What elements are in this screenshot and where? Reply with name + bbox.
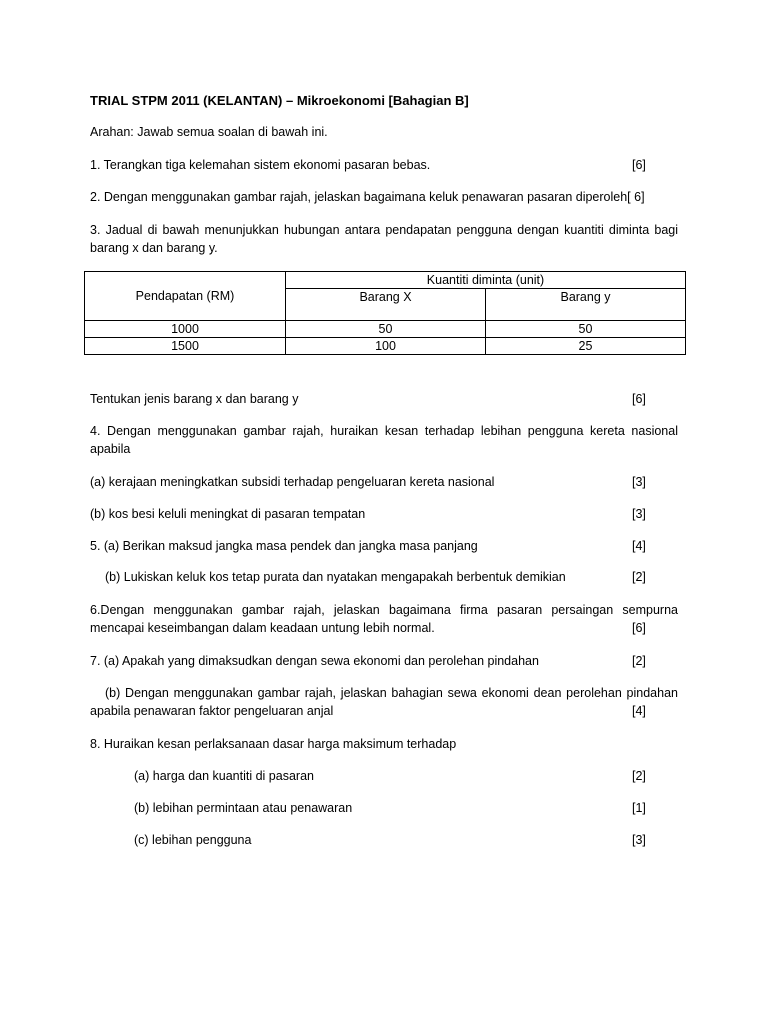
- cell-income: 1000: [85, 321, 286, 338]
- header-barang-x: Barang X: [286, 289, 486, 321]
- question-5a-text: 5. (a) Berikan maksud jangka masa pendek dan jangka masa panjang: [90, 539, 478, 553]
- table-row: [85, 321, 686, 338]
- question-4a-mark: [3]: [632, 475, 646, 489]
- question-5b-mark: [2]: [632, 570, 646, 584]
- question-8c-mark: [3]: [632, 833, 646, 847]
- question-7a-mark: [2]: [632, 654, 646, 668]
- question-7b-line-2: apabila penawaran faktor pengeluaran anjal: [90, 704, 334, 718]
- question-8-text: 8. Huraikan kesan perlaksanaan dasar harga maksimum terhadap: [90, 737, 457, 751]
- question-6-line-1: 6.Dengan menggunakan gambar rajah, jelaskan bagaimana firma pasaran persaingan sempurna: [90, 603, 678, 617]
- question-7a-text: 7. (a) Apakah yang dimaksudkan dengan sewa ekonomi dan perolehan pindahan: [90, 654, 539, 668]
- question-3-line-2: barang x dan barang y.: [90, 241, 218, 255]
- header-income: Pendapatan (RM): [85, 272, 286, 321]
- question-3-mark: [6]: [632, 392, 646, 406]
- question-4-text: [90, 422, 678, 458]
- cell-y: 50: [486, 321, 686, 338]
- question-8a-mark: [2]: [632, 769, 646, 783]
- question-7b-text: [90, 684, 678, 720]
- question-4-line-1: 4. Dengan menggunakan gambar rajah, huraikan kesan terhadap lebihan pengguna kereta nasional: [90, 424, 678, 438]
- question-7b-mark: [4]: [632, 704, 646, 718]
- question-5a-mark: [4]: [632, 539, 646, 553]
- question-6-text: [90, 601, 678, 637]
- question-1-mark: [6]: [632, 158, 646, 172]
- instruction-text: Arahan: Jawab semua soalan di bawah ini.: [90, 125, 328, 139]
- question-3-text: [90, 221, 678, 257]
- cell-y: 25: [486, 338, 686, 355]
- header-barang-y: Barang y: [486, 289, 686, 321]
- question-7b-line-1: (b) Dengan menggunakan gambar rajah, jelaskan bahagian sewa ekonomi dean perolehan pindahan: [105, 686, 678, 700]
- question-4b-mark: [3]: [632, 507, 646, 521]
- header-quantity-group: Kuantiti diminta (unit): [286, 272, 686, 289]
- question-2-text: 2. Dengan menggunakan gambar rajah, jelaskan bagaimana keluk penawaran pasaran diperoleh[ 6]: [90, 190, 645, 204]
- income-quantity-table: [84, 271, 686, 355]
- cell-income: 1500: [85, 338, 286, 355]
- question-6-mark: [6]: [632, 621, 646, 635]
- question-4-line-2: apabila: [90, 442, 131, 456]
- table-row: [85, 338, 686, 355]
- question-4b-text: (b) kos besi keluli meningkat di pasaran tempatan: [90, 507, 366, 521]
- question-8c-text: (c) lebihan pengguna: [134, 833, 252, 847]
- question-6-line-2: mencapai keseimbangan dalam keadaan untung lebih normal.: [90, 621, 435, 635]
- question-8a-text: (a) harga dan kuantiti di pasaran: [134, 769, 314, 783]
- document-title: TRIAL STPM 2011 (KELANTAN) – Mikroekonomi [Bahagian B]: [90, 93, 469, 108]
- question-8b-text: (b) lebihan permintaan atau penawaran: [134, 801, 353, 815]
- cell-x: 100: [286, 338, 486, 355]
- question-4a-text: (a) kerajaan meningkatkan subsidi terhadap pengeluaran kereta nasional: [90, 475, 495, 489]
- question-1-text: 1. Terangkan tiga kelemahan sistem ekonomi pasaran bebas.: [90, 158, 431, 172]
- question-3-followup: Tentukan jenis barang x dan barang y: [90, 392, 299, 406]
- question-3-line-1: 3. Jadual di bawah menunjukkan hubungan antara pendapatan pengguna dengan kuantiti diminta bagi: [90, 223, 678, 237]
- question-5b-text: (b) Lukiskan keluk kos tetap purata dan nyatakan mengapakah berbentuk demikian: [105, 570, 566, 584]
- question-8b-mark: [1]: [632, 801, 646, 815]
- cell-x: 50: [286, 321, 486, 338]
